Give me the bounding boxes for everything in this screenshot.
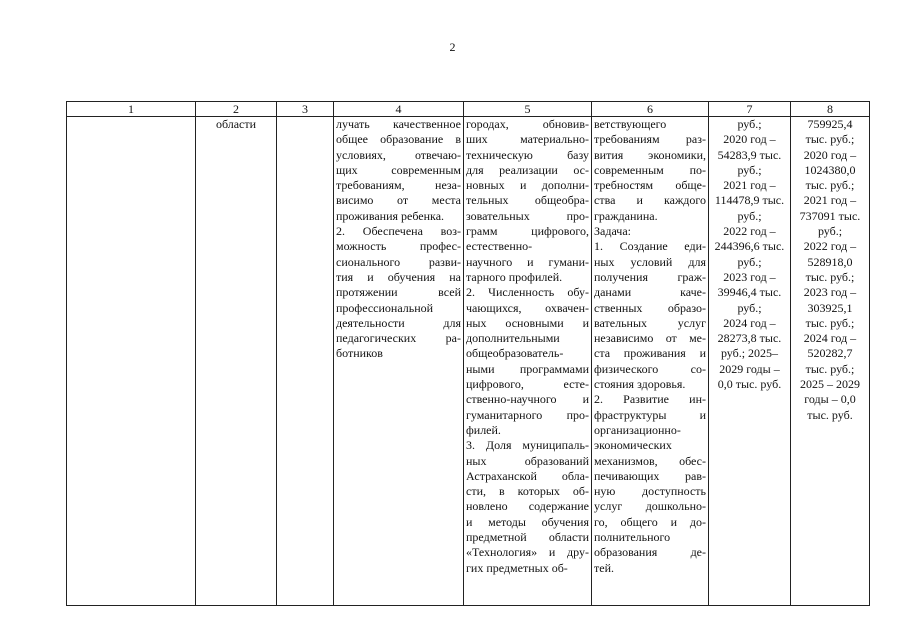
column-header-7: 7 (709, 102, 791, 117)
cell-line: общее образование в (336, 132, 461, 147)
cell-line: ных условий для (594, 254, 706, 269)
cell-line: естественно- (466, 239, 533, 254)
cell-line: зовательных про- (466, 208, 589, 223)
cell-line: ственно-научного и (466, 392, 589, 407)
cell-line: городах, обновив- (466, 117, 589, 131)
cell-line: для реализации ос- (466, 162, 589, 177)
cell-line: условиях, отвечаю- (336, 147, 461, 162)
cell-line: педагогических ра- (336, 331, 461, 346)
cell-line: гуманитарного про- (466, 407, 589, 422)
cell-line: 2022 год – (803, 239, 857, 254)
cell-line: филей. (466, 422, 501, 437)
cell-line: 520282,7 (807, 346, 853, 361)
cell-line: 2. Развитие ин- (594, 392, 706, 407)
cell-line: услуг дошкольно- (594, 499, 706, 514)
column-header-2: 2 (196, 102, 277, 117)
cell-col1 (67, 117, 196, 606)
cell-col5 (464, 117, 592, 606)
cell-line: тыс. руб.; (805, 269, 855, 284)
cell-line: ботников (336, 346, 383, 361)
cell-line: гих предметных об- (466, 560, 568, 575)
cell-line: 0,0 тыс. руб. (717, 377, 782, 392)
cell-line: Астраханской обла- (466, 468, 589, 483)
cell-line: тельных общеобра- (466, 193, 589, 208)
cell-line: лучать качественное (336, 117, 461, 131)
cell-line: тыс. руб.; (805, 178, 855, 193)
cell-line: 244396,6 тыс. (714, 239, 785, 254)
cell-line: руб.; (737, 208, 762, 223)
cell-line: организационно- (594, 422, 681, 437)
cell-line: и методы обучения (466, 514, 589, 529)
cell-line: новлено содержание (466, 499, 589, 514)
program-table (66, 101, 870, 606)
cell-line: руб.; 2025– (720, 346, 779, 361)
column-header-5: 5 (464, 102, 592, 117)
cell-line: руб.; (817, 224, 843, 239)
cell-line: общеобразователь- (466, 346, 564, 361)
cell-line: техническую базу (466, 147, 589, 162)
cell-line: данами каче- (594, 285, 706, 300)
cell-line: профессиональной (336, 300, 434, 315)
page-number: 2 (449, 40, 456, 54)
cell-line: образования де- (594, 545, 706, 560)
cell-line: цифрового, есте- (466, 377, 589, 392)
cell-line: 2025 – 2029 (800, 377, 860, 392)
cell-line: независимо от ме- (594, 331, 706, 346)
cell-line: 2023 год – (803, 285, 857, 300)
cell-line: ших материально- (466, 132, 589, 147)
cell-line: гражданина. (594, 208, 658, 223)
cell-line: ства и каждого (594, 193, 706, 208)
cell-line: 2022 год – (723, 224, 776, 239)
table-row (67, 117, 870, 606)
column-header-4: 4 (334, 102, 464, 117)
cell-line: тей. (594, 560, 614, 575)
cell-line: 2029 годы – (719, 361, 780, 376)
cell-line: тыс. руб.; (805, 132, 855, 147)
cell-line: ными программами (466, 361, 589, 376)
cell-line: протяжении всей (336, 285, 461, 300)
column-header-1: 1 (67, 102, 196, 117)
cell-line: сти, в которых об- (466, 484, 589, 499)
column-header-6: 6 (592, 102, 709, 117)
cell-line: новных и дополни- (466, 178, 589, 193)
cell-line: 737091 тыс. (799, 208, 861, 223)
cell-line: предметной области (466, 530, 589, 545)
cell-col4 (334, 117, 464, 606)
cell-line: годы – 0,0 (804, 392, 856, 407)
cell-line: тыс. руб.; (805, 361, 855, 376)
cell-line: 303925,1 (807, 300, 853, 315)
cell-line: получения граж- (594, 269, 706, 284)
cell-line: Задача: (594, 224, 631, 239)
cell-line: руб.; (737, 254, 762, 269)
cell-line: тарного профилей. (466, 269, 563, 284)
cell-line: ветствующего (594, 117, 667, 131)
cell-line: 2024 год – (723, 315, 776, 330)
cell-line: щих современным (336, 162, 461, 177)
cell-line: проживания ребенка. (336, 208, 445, 223)
cell-line: области (215, 117, 257, 131)
cell-col8 (791, 117, 870, 606)
cell-line: печивающих рав- (594, 468, 706, 483)
cell-line: можность профес- (336, 239, 461, 254)
cell-line: ных основными и (466, 315, 589, 330)
cell-line: научного и гумани- (466, 254, 589, 269)
cell-line: руб.; (737, 117, 762, 131)
cell-line: 54283,9 тыс. (717, 147, 782, 162)
cell-line: 2. Численность обу- (466, 285, 589, 300)
cell-line: 2021 год – (723, 178, 776, 193)
cell-line: вития экономики, (594, 147, 706, 162)
cell-line: 2024 год – (803, 331, 857, 346)
cell-line: го, общего и до- (594, 514, 706, 529)
cell-line: висимо от места (336, 193, 461, 208)
cell-line: тия и обучения на (336, 269, 461, 284)
cell-line: ную доступность (594, 484, 706, 499)
cell-line: тыс. руб. (807, 407, 853, 422)
cell-line: руб.; (737, 300, 762, 315)
cell-col6 (592, 117, 709, 606)
cell-line: грамм цифрового, (466, 224, 589, 239)
cell-line: тыс. руб.; (805, 315, 855, 330)
cell-line: дополнительными (466, 331, 560, 346)
cell-line: вательных услуг (594, 315, 706, 330)
cell-line: экономических (594, 438, 672, 453)
cell-line: «Технология» и дру- (466, 545, 589, 560)
cell-line: 114478,9 тыс. (714, 193, 785, 208)
cell-line: 759925,4 (807, 117, 853, 131)
cell-line: 528918,0 (807, 254, 853, 269)
column-header-3: 3 (277, 102, 334, 117)
cell-line: полнительного (594, 530, 671, 545)
cell-line: ных образований (466, 453, 589, 468)
cell-col3 (277, 117, 334, 606)
cell-line: 2. Обеспечена воз- (336, 224, 461, 239)
cell-line: 2021 год – (803, 193, 857, 208)
cell-line: деятельности для (336, 315, 461, 330)
cell-line: механизмов, обес- (594, 453, 706, 468)
cell-line: 2020 год – (803, 147, 857, 162)
cell-line: фраструктуры и (594, 407, 706, 422)
cell-line: 28273,8 тыс. (717, 331, 782, 346)
cell-line: 1. Создание еди- (594, 239, 706, 254)
cell-line: 2020 год – (723, 132, 776, 147)
cell-line: сионального разви- (336, 254, 461, 269)
cell-line: требностям обще- (594, 178, 706, 193)
cell-line: ста проживания и (594, 346, 706, 361)
cell-line: 2023 год – (723, 269, 776, 284)
cell-line: чающихся, охвачен- (466, 300, 589, 315)
cell-line: 3. Доля муниципаль- (466, 438, 589, 453)
cell-line: требованиям раз- (594, 132, 706, 147)
cell-col2 (196, 117, 277, 606)
cell-line: 1024380,0 (804, 162, 856, 177)
cell-line: 39946,4 тыс. (717, 285, 782, 300)
cell-line: требованиям, неза- (336, 178, 461, 193)
cell-line: современным по- (594, 162, 706, 177)
cell-line: стояния здоровья. (594, 377, 686, 392)
cell-col7 (709, 117, 791, 606)
column-header-8: 8 (791, 102, 870, 117)
cell-line: руб.; (737, 162, 762, 177)
cell-line: ственных образо- (594, 300, 706, 315)
cell-line: физического со- (594, 361, 706, 376)
header-row (67, 102, 870, 117)
